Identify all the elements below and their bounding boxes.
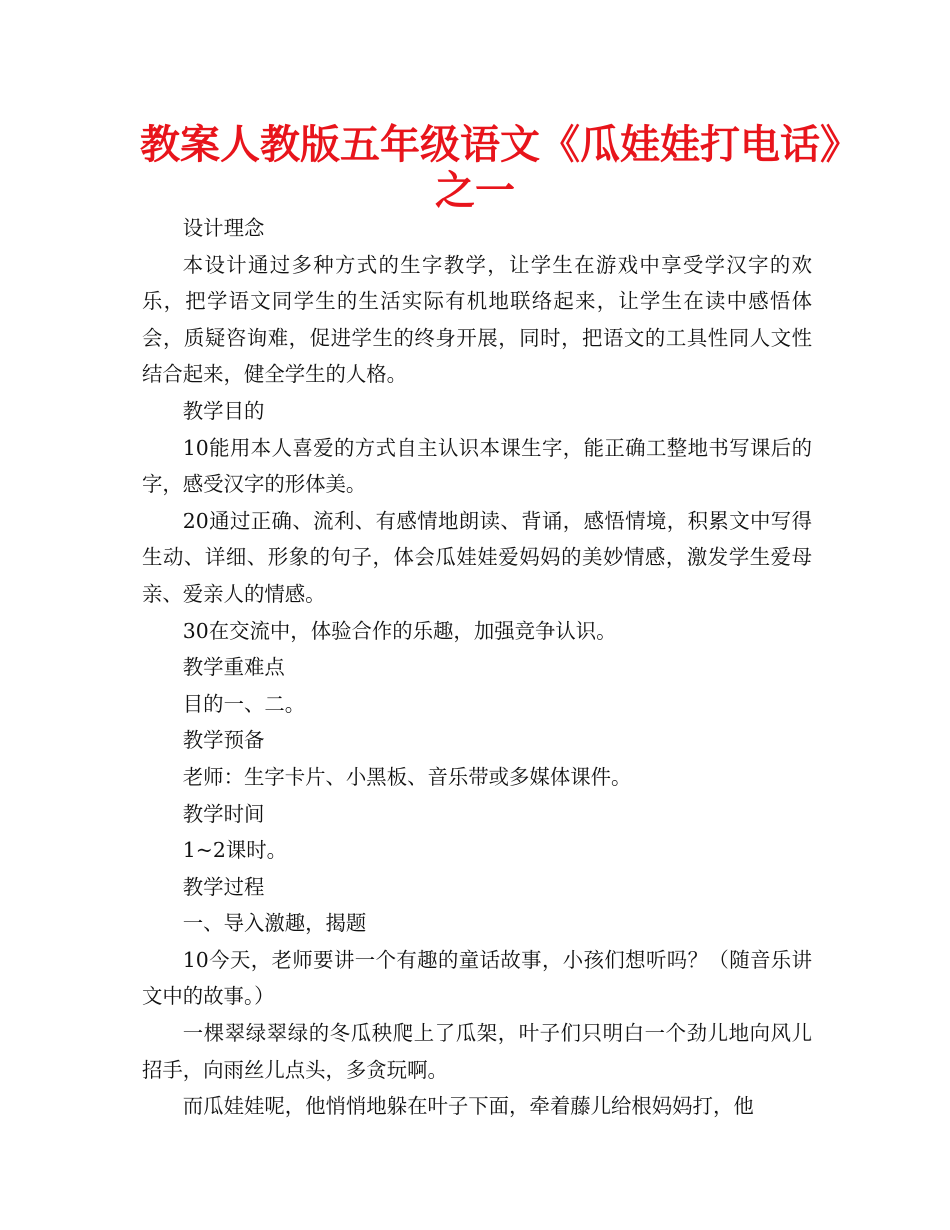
section-heading-teaching-time: 教学时间 <box>182 801 265 826</box>
section-heading-teaching-goals: 教学目的 <box>182 398 265 423</box>
section-heading-key-points: 教学重难点 <box>182 655 285 680</box>
section-heading-teaching-process: 教学过程 <box>182 874 265 899</box>
section-heading-design-concept: 设计理念 <box>182 216 265 240</box>
paragraph-goal-2: 20通过正确、流利、有感情地朗读、背诵，感悟情境，积累文中写得生动、详细、形象的句子，体会瓜娃娃爱妈妈的美妙情感，激发学生爱母亲、爱亲人的情感。 <box>142 508 812 606</box>
paragraph-goal-1: 10能用本人喜爱的方式自主认识本课生字，能正确工整地书写课后的字，感受汉字的形体美。 <box>142 435 812 497</box>
paragraph-preparation: 老师：生字卡片、小黑板、音乐带或多媒体课件。 <box>182 764 632 789</box>
document-body <box>142 210 812 1125</box>
section-heading-preparation: 教学预备 <box>182 728 265 753</box>
paragraph-design-concept: 本设计通过多种方式的生字教学，让学生在游戏中享受学汉字的欢乐，把学语文同学生的生活实际有机地联络起来，让学生在读中感悟体会，质疑咨询难，促进学生的终身开展，同时，把语文的工具性同人文性结合起来，健全学生的人格。 <box>142 252 812 387</box>
paragraph-step-1-heading: 一、导入激趣，揭题 <box>182 911 367 936</box>
paragraph-story-1: 一棵翠绿翠绿的冬瓜秧爬上了瓜架，叶子们只明白一个劲儿地向风儿招手，向雨丝儿点头，多贪玩啊。 <box>142 1021 812 1082</box>
paragraph-story-2: 而瓜娃娃呢，他悄悄地躲在叶子下面，牵着藤儿给根妈妈打，他 <box>182 1094 754 1119</box>
paragraph-step-1-1: 10今天，老师要讲一个有趣的童话故事，小孩们想听吗？（随音乐讲文中的故事。） <box>142 947 812 1009</box>
document-title-line-1: 教案人教版五年级语文《瓜娃娃打电话》 <box>140 122 860 168</box>
paragraph-goal-3: 30在交流中，体验合作的乐趣，加强竞争认识。 <box>182 618 617 643</box>
paragraph-teaching-time: 1~2课时。 <box>182 838 287 863</box>
paragraph-key-points: 目的一、二。 <box>182 691 306 716</box>
document-title-line-2: 之一 <box>435 168 515 214</box>
